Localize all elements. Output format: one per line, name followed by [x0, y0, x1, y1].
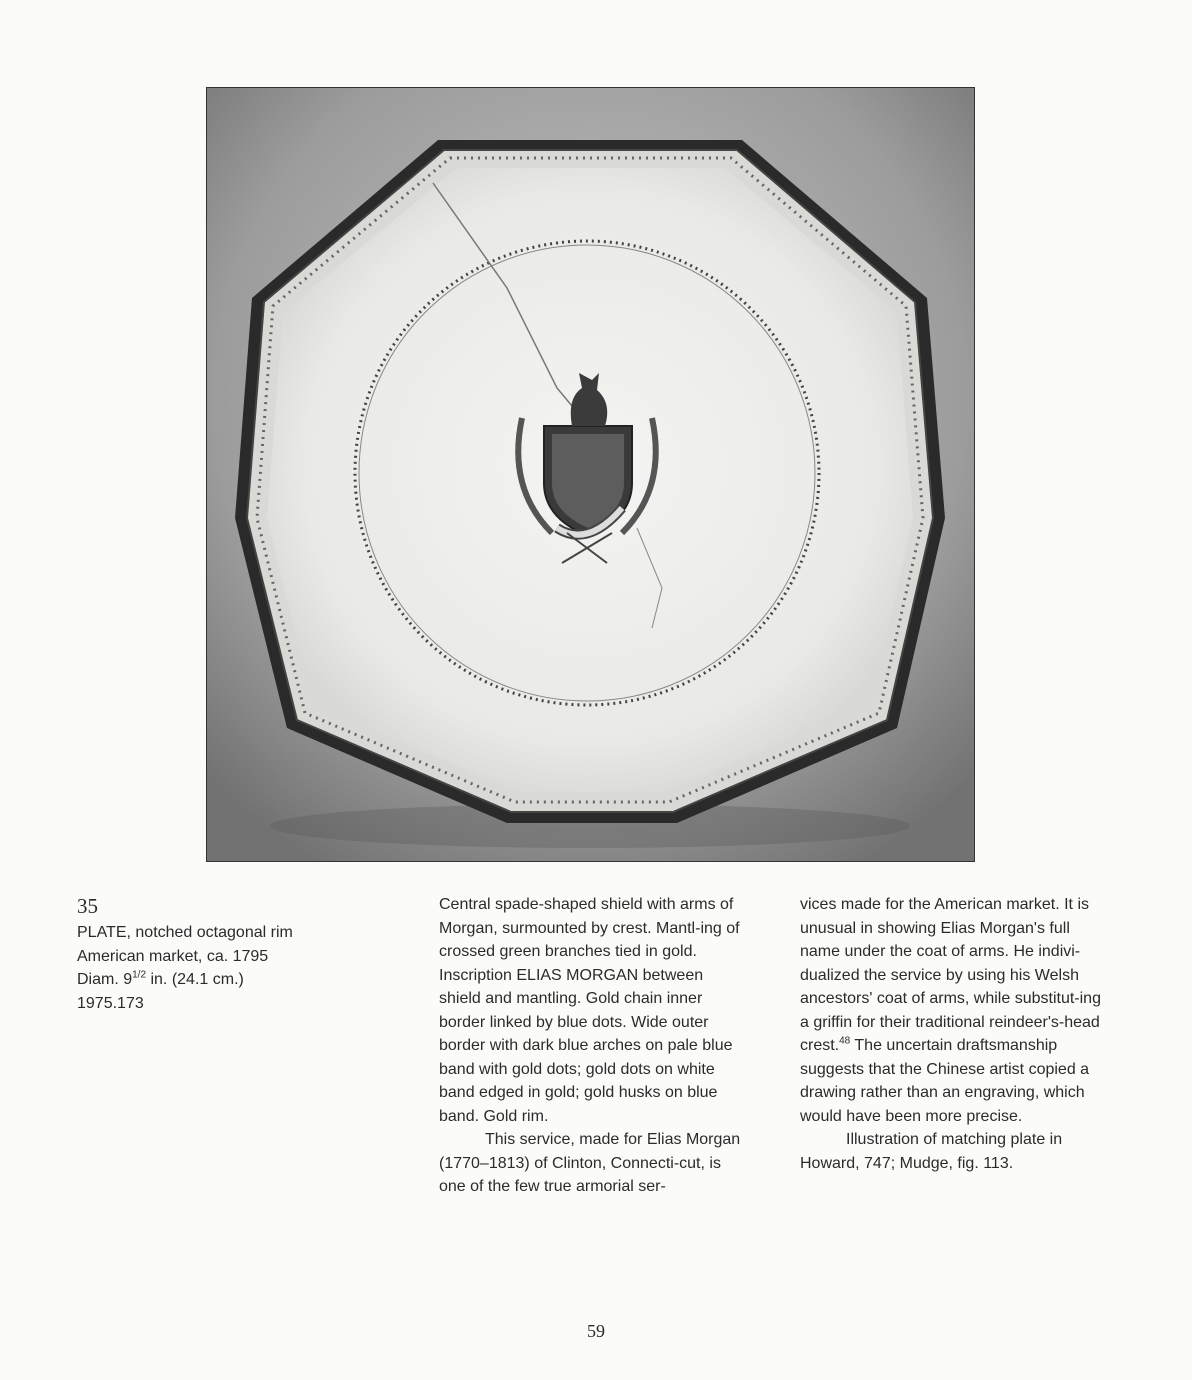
description-paragraph: Central spade-shaped shield with arms of Morgan, surmounted by crest. Mantl-ing of crossed green branches tied in gold. Inscription ELIAS MORGAN between shield and mantling. Gold chain inner border linked by blue dots. Wide outer border with dark blue arches on pale blue band with gold dots; gold dots on white band edged in gold; gold husks on blue band. Gold rim.	[439, 896, 740, 1125]
object-origin: American market, ca. 1795	[77, 947, 269, 965]
text-column-2	[800, 893, 1110, 1175]
history-paragraph: This service, made for Elias Morgan (1770–1813) of Clinton, Connecti-cut, is one of the few true armorial ser-	[439, 1131, 741, 1195]
history-text-a: vices made for the American market. It is unusual in showing Elias Morgan's full name under the coat of arms. He indivi-dualized the service by using his Welsh ancestors' coat of arms, while substitut-ing a griffin for their traditional reindeer's-head crest.	[800, 896, 1101, 1054]
reference-paragraph: Illustration of matching plate in Howard, 747; Mudge, fig. 113.	[800, 1131, 1063, 1172]
history-text-b: The uncertain draftsmanship suggests that the Chinese artist copied a drawing rather than an engraving, which would have been more precise.	[800, 1037, 1090, 1125]
catalog-number: 35	[77, 894, 98, 918]
plate-photograph	[206, 87, 975, 862]
catalog-caption	[77, 893, 377, 1015]
object-dimensions	[77, 968, 377, 992]
dimension-fraction: 1/2	[132, 969, 147, 981]
page-number: 59	[587, 1321, 605, 1341]
text-column-1	[439, 893, 749, 1199]
dimension-suffix: in. (24.1 cm.)	[146, 971, 244, 988]
object-title: PLATE, notched octagonal rim	[77, 924, 293, 941]
armorial-plate-icon	[207, 88, 974, 861]
footnote-marker: 48	[839, 1035, 851, 1047]
history-paragraph-continued	[800, 893, 1110, 1128]
dimension-prefix: Diam. 9	[77, 971, 133, 988]
accession-number: 1975.173	[77, 994, 144, 1012]
